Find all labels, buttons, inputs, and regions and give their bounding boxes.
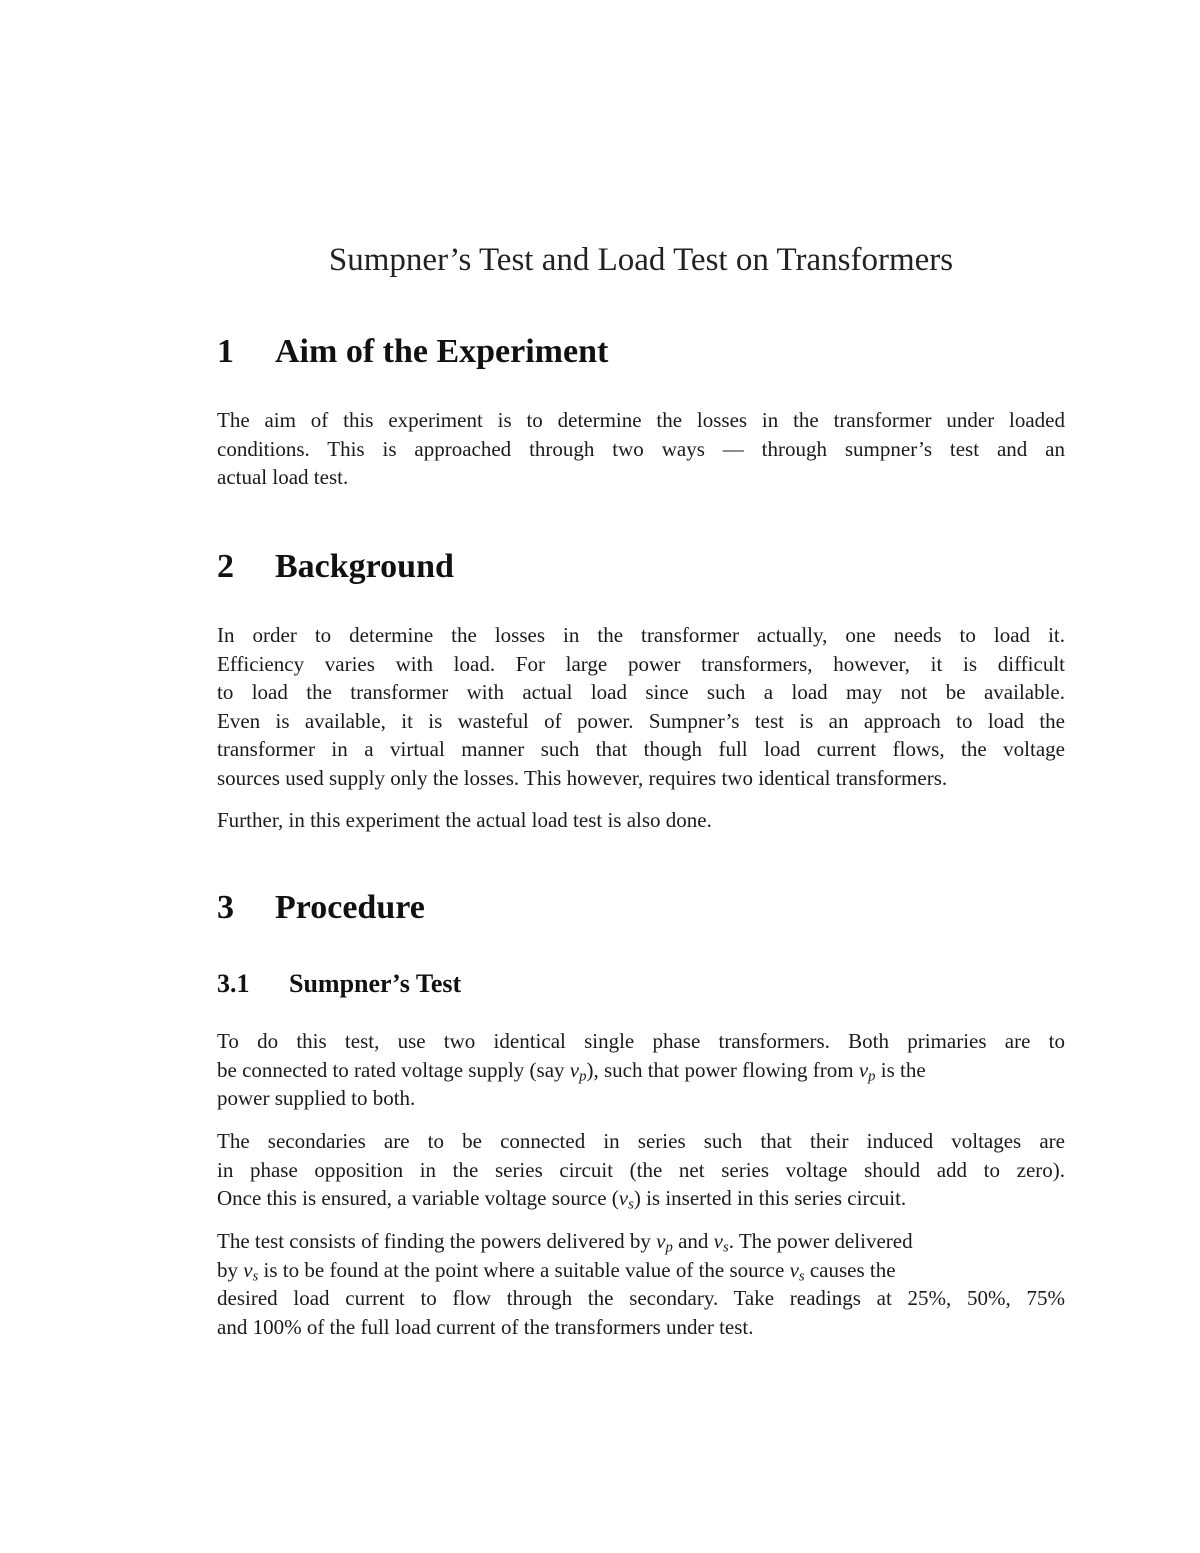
text-line: The secondaries are to be connected in series such that their induced voltages are [217, 1129, 1065, 1153]
section-heading-background [217, 547, 454, 587]
text-line: transformer in a virtual manner such that though full load current flows, the voltage [217, 737, 1065, 762]
section-heading-aim [217, 332, 608, 372]
text-line: Even is available, it is wasteful of power. Sumpner’s test is an approach to load the [217, 708, 1065, 733]
math-vp [656, 1229, 673, 1256]
paragraph-background-1 [217, 621, 1065, 793]
math-subscript: p [665, 1239, 673, 1256]
math-subscript: s [722, 1239, 729, 1256]
math-subscript: p [868, 1068, 876, 1085]
math-vs [618, 1186, 634, 1213]
math-symbol: v [569, 1057, 580, 1082]
math-subscript: s [628, 1196, 634, 1213]
text-fragment: and [672, 1229, 714, 1253]
math-vp [569, 1057, 587, 1085]
math-symbol: v [656, 1229, 666, 1253]
math-vs [243, 1257, 259, 1285]
text-line: Further, in this experiment the actual load test is also done. [217, 808, 712, 832]
text-line: to load the transformer with actual load since such a load may not be available. [217, 680, 1065, 705]
math-symbol: v [789, 1257, 799, 1282]
section-number: 1 [217, 333, 234, 370]
text-fragment: ), such that power flowing from [586, 1057, 859, 1082]
math-subscript: p [579, 1068, 587, 1085]
math-vs [789, 1257, 805, 1285]
text-line: To do this test, use two identical single phase transformers. Both primaries are to [217, 1029, 1065, 1053]
text-fragment: be connected to rated voltage supply (say [217, 1057, 570, 1082]
math-symbol: v [713, 1229, 723, 1253]
text-fragment: . The power delivered [728, 1229, 913, 1253]
text-line: conditions. This is approached through two ways — through sumpner’s test and an [217, 436, 1065, 461]
text-fragment: by [217, 1257, 244, 1282]
math-symbol: v [243, 1257, 253, 1282]
math-vp [858, 1057, 876, 1085]
document-title: Sumpner’s Test and Load Test on Transformers [328, 242, 954, 278]
math-symbol: v [858, 1057, 869, 1082]
math-symbol: v [618, 1186, 629, 1211]
text-line: sources used supply only the losses. This however, requires two identical transformers. [217, 765, 948, 790]
section-number: 3 [217, 889, 234, 926]
text-fragment: is to be found at the point where a suitable value of the source [258, 1257, 790, 1282]
text-line: The aim of this experiment is to determine the losses in the transformer under loaded [217, 408, 1065, 432]
text-line [217, 1256, 1065, 1285]
text-line: desired load current to flow through the secondary. Take readings at 25%, 50%, 75% [217, 1286, 1065, 1311]
text-line [217, 1227, 1065, 1256]
text-line: Efficiency varies with load. For large power transformers, however, it is difficult [217, 651, 1065, 676]
paragraph-sumpner-3 [217, 1227, 1065, 1341]
section-title: Aim of the Experiment [275, 333, 609, 370]
text-fragment: causes the [804, 1257, 896, 1282]
text-fragment: Once this is ensured, a variable voltage source ( [217, 1186, 619, 1211]
math-vs [713, 1229, 729, 1256]
section-heading-procedure [217, 888, 425, 928]
section-title: Background [275, 548, 454, 585]
subsection-number: 3.1 [217, 969, 250, 998]
math-subscript: s [252, 1268, 259, 1285]
subsection-title: Sumpner’s Test [289, 969, 462, 998]
section-number: 2 [217, 548, 234, 585]
paragraph-background-2 [217, 806, 1065, 835]
text-line: in phase opposition in the series circuit (the net series voltage should add to zero). [217, 1157, 1065, 1182]
math-subscript: s [798, 1268, 805, 1285]
text-fragment: is the [875, 1057, 926, 1082]
text-line [217, 1184, 1065, 1213]
subsection-heading-sumpners-test [217, 968, 461, 1000]
text-line: and 100% of the full load current of the transformers under test. [217, 1314, 754, 1339]
paragraph-sumpner-1 [217, 1027, 1065, 1113]
text-fragment: The test consists of finding the powers delivered by [217, 1229, 657, 1253]
text-line: In order to determine the losses in the transformer actually, one needs to load it. [217, 623, 1065, 647]
paragraph-aim [217, 406, 1065, 492]
text-line [217, 1056, 1065, 1085]
paragraph-sumpner-2 [217, 1127, 1065, 1213]
text-fragment: ) is inserted in this series circuit. [633, 1186, 907, 1211]
text-line: actual load test. [217, 465, 349, 490]
section-title: Procedure [275, 889, 425, 926]
text-line: power supplied to both. [217, 1086, 416, 1111]
